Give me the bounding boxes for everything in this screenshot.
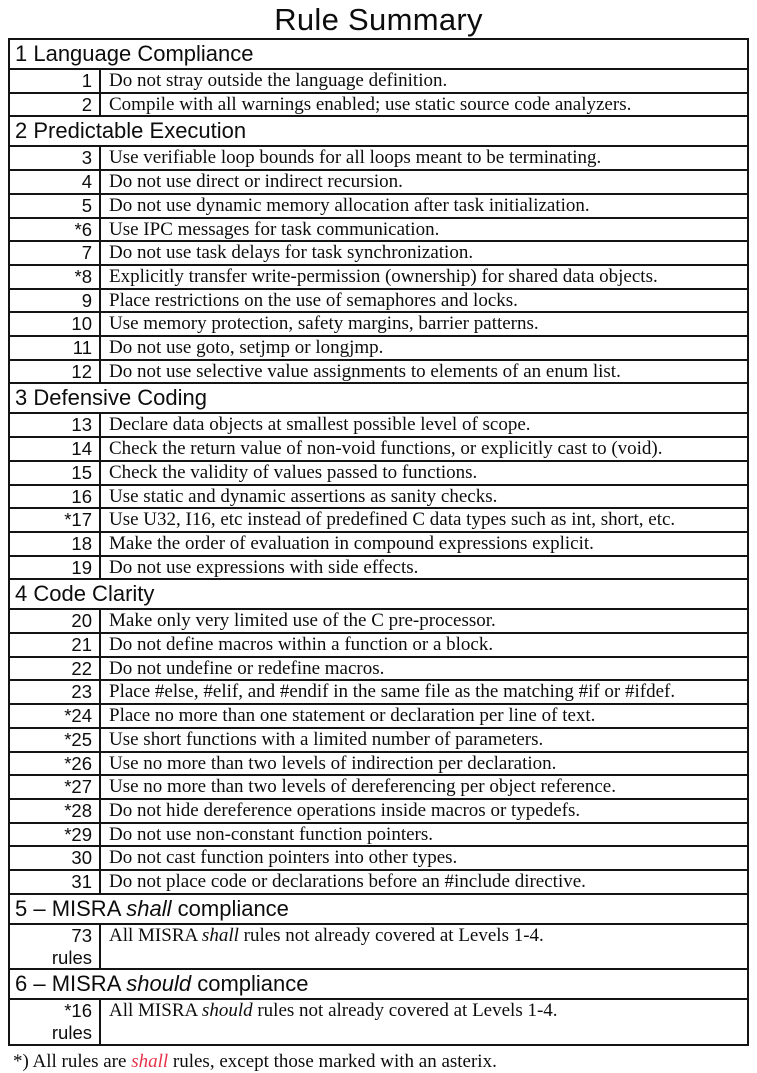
rule-row [10, 923, 747, 968]
rule-text: Use static and dynamic assertions as sanity checks. [109, 485, 498, 507]
rule-row [10, 460, 747, 484]
rule-number: 15 [10, 462, 101, 484]
rule-text: Check the validity of values passed to functions. [109, 461, 478, 483]
rule-number: *27 [10, 776, 101, 798]
rule-text: All MISRA shall rules not already covered at Levels 1-4. [109, 924, 544, 946]
emphasized-word: shall [201, 924, 239, 946]
rule-row [10, 240, 747, 264]
rule-number: 5 [10, 195, 101, 217]
rule-text: Declare data objects at smallest possible level of scope. [109, 414, 531, 436]
rule-text: Explicitly transfer write-permission (ownership) for shared data objects. [109, 265, 658, 287]
rule-row [10, 264, 747, 288]
rule-number: 11 [10, 337, 101, 359]
rule-text: Do not stray outside the language definition. [109, 70, 448, 91]
rule-row [10, 531, 747, 555]
rule-text: Place restrictions on the use of semaphores and locks. [109, 289, 518, 311]
rule-text: Do not cast function pointers into other types. [109, 847, 458, 869]
rule-number: 1 [10, 70, 101, 92]
section-header: 3 Defensive Coding [10, 382, 747, 412]
rule-table [8, 38, 749, 1046]
rule-row [10, 359, 747, 383]
rule-number: 3 [10, 147, 101, 169]
rule-text: Do not define macros within a function or a block. [109, 634, 494, 656]
rule-number: 16 [10, 486, 101, 508]
rule-text: Use IPC messages for task communication. [109, 218, 440, 240]
rule-row [10, 845, 747, 869]
rule-text: Do not use expressions with side effects. [109, 556, 419, 578]
rule-text: Use verifiable loop bounds for all loops meant to be terminating. [109, 147, 602, 169]
rule-row [10, 998, 747, 1043]
section-header: 5 – MISRA shall compliance [10, 893, 747, 923]
rule-text: Do not place code or declarations before an #include directive. [109, 871, 586, 893]
rule-number: 13 [10, 414, 101, 436]
rule-number: 2 [10, 94, 101, 116]
emphasized-word: should [126, 971, 192, 997]
rule-number: *28 [10, 800, 101, 822]
rule-text: Make only very limited use of the C pre-processor. [109, 610, 496, 632]
rule-number: *24 [10, 705, 101, 727]
rule-text: Use no more than two levels of indirection per declaration. [109, 752, 557, 774]
rule-text: Do not hide dereference operations inside macros or typedefs. [109, 799, 581, 821]
rule-number: *25 [10, 729, 101, 751]
rule-row [10, 436, 747, 460]
section-header: 4 Code Clarity [10, 578, 747, 608]
footnote: *) All rules are shall rules, except those marked with an asterix. [13, 1050, 497, 1072]
rule-text: Use short functions with a limited number of parameters. [109, 728, 544, 750]
rule-row [10, 703, 747, 727]
emphasized-word: should [201, 1000, 253, 1022]
rule-row [10, 656, 747, 680]
rule-number: *29 [10, 824, 101, 846]
rule-text: Use memory protection, safety margins, barrier patterns. [109, 313, 539, 335]
rule-row [10, 679, 747, 703]
rule-row [10, 217, 747, 241]
section-header: 2 Predictable Execution [10, 115, 747, 145]
rule-text: Do not undefine or redefine macros. [109, 657, 385, 679]
rule-row [10, 288, 747, 312]
rule-row [10, 484, 747, 508]
rule-row [10, 798, 747, 822]
rule-row [10, 822, 747, 846]
rule-row [10, 751, 747, 775]
rule-text: Do not use goto, setjmp or longjmp. [109, 337, 384, 359]
rule-text: Do not use non-constant function pointers. [109, 823, 434, 845]
rule-text: Do not use direct or indirect recursion. [109, 171, 403, 193]
rule-row [10, 632, 747, 656]
page-title: Rule Summary [274, 2, 483, 37]
rule-number: 9 [10, 290, 101, 312]
rule-row [10, 727, 747, 751]
rule-number: 18 [10, 533, 101, 555]
rule-row [10, 774, 747, 798]
rule-number: 20 [10, 610, 101, 632]
rule-number: *8 [10, 266, 101, 288]
rule-number: 7 [10, 242, 101, 264]
rule-number: 12 [10, 361, 101, 383]
rule-number: 14 [10, 438, 101, 460]
rule-text: Compile with all warnings enabled; use static source code analyzers. [109, 93, 632, 115]
rule-row [10, 92, 747, 116]
rule-number: *17 [10, 509, 101, 531]
rule-text: Do not use dynamic memory allocation after task initialization. [109, 194, 590, 216]
rule-text: Place #else, #elif, and #endif in the same file as the matching #if or #ifdef. [109, 681, 676, 703]
rule-row [10, 412, 747, 436]
rule-text: Place no more than one statement or declaration per line of text. [109, 705, 596, 727]
rule-text: All MISRA should rules not already covered at Levels 1-4. [109, 1000, 558, 1022]
rule-row [10, 608, 747, 632]
rule-number: 10 [10, 313, 101, 335]
rule-row [10, 869, 747, 893]
rule-number: 23 [10, 681, 101, 703]
section-header: 6 – MISRA should compliance [10, 968, 747, 998]
rule-number: 4 [10, 171, 101, 193]
rule-row [10, 335, 747, 359]
rule-text: Check the return value of non-void functions, or explicitly cast to (void). [109, 438, 663, 460]
rule-number: 19 [10, 557, 101, 579]
rule-text: Do not use selective value assignments to elements of an enum list. [109, 360, 621, 382]
rule-row [10, 193, 747, 217]
rule-row [10, 507, 747, 531]
rule-number: 73 rules [10, 925, 101, 968]
rule-number: 21 [10, 634, 101, 656]
rule-row [10, 311, 747, 335]
emphasized-word: shall [126, 895, 172, 921]
rule-number: 30 [10, 847, 101, 869]
rule-row [10, 68, 747, 92]
rule-number: *6 [10, 219, 101, 241]
rule-row [10, 145, 747, 169]
rule-number: *16 rules [10, 1000, 101, 1043]
rule-number: 31 [10, 871, 101, 893]
rule-row [10, 555, 747, 579]
rule-text: Use no more than two levels of dereferencing per object reference. [109, 776, 616, 798]
rule-row [10, 169, 747, 193]
rule-text: Do not use task delays for task synchronization. [109, 242, 474, 264]
section-header: 1 Language Compliance [15, 41, 254, 66]
rule-number: 22 [10, 658, 101, 680]
rule-text: Use U32, I16, etc instead of predefined C data types such as int, short, etc. [109, 509, 676, 531]
rule-number: *26 [10, 753, 101, 775]
rule-text: Make the order of evaluation in compound expressions explicit. [109, 532, 594, 554]
emphasized-word: shall [131, 1050, 169, 1072]
